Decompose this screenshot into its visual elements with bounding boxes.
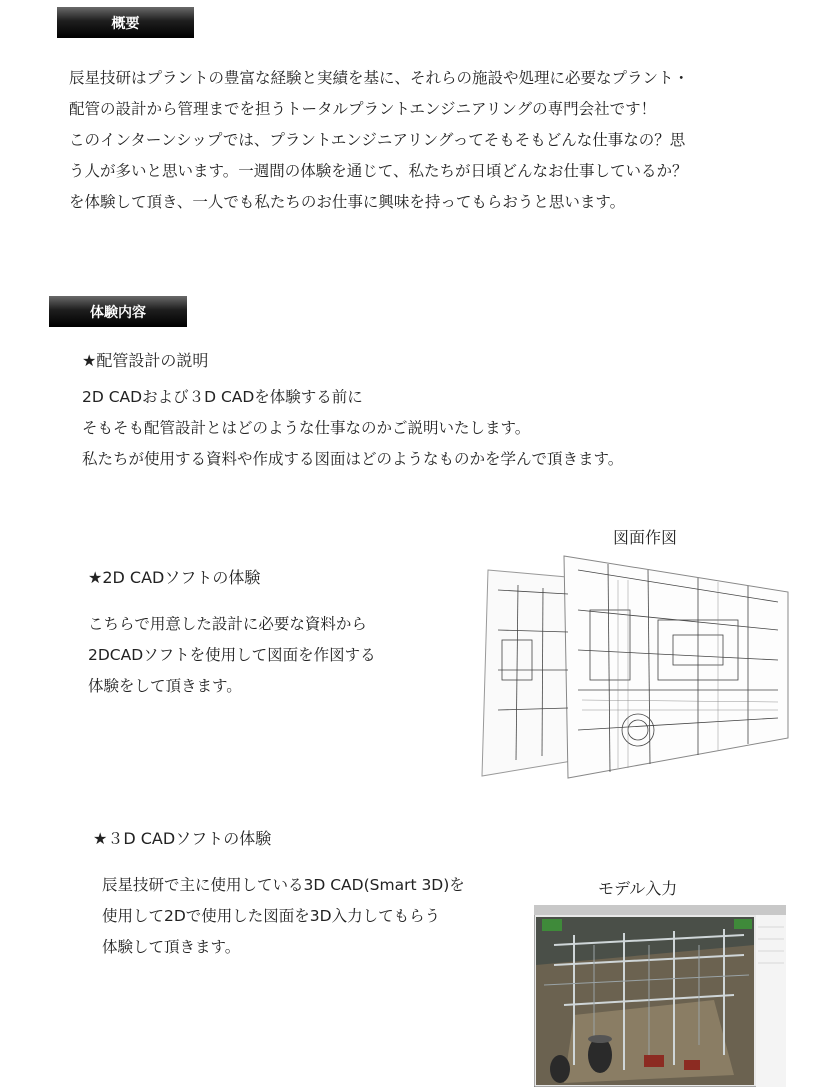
section-line: 辰星技研で主に使用している3D CAD(Smart 3D)を bbox=[102, 876, 465, 894]
section-line: 私たちが使用する資料や作成する図面はどのようなものかを学んで頂きます。 bbox=[82, 450, 624, 468]
section-line: こちらで用意した設計に必要な資料から bbox=[88, 615, 367, 633]
overview-heading: 概要 bbox=[57, 7, 194, 38]
section-line: 2D CADおよび３D CADを体験する前に bbox=[82, 388, 363, 406]
overview-line: う人が多いと思います。一週間の体験を通じて、私たちが日頃どんなお仕事しているか？ bbox=[69, 162, 688, 180]
section-text-2dcad bbox=[88, 609, 376, 702]
overview-line: このインターンシップでは、プラントエンジニアリングってそもそもどんな仕事なの？思 bbox=[69, 131, 686, 149]
section-title-piping: ★配管設計の説明 bbox=[82, 351, 209, 370]
section-line: 2DCADソフトを使用して図面を作図する bbox=[88, 646, 376, 664]
section-title-2dcad: ★2D CADソフトの体験 bbox=[88, 568, 261, 587]
drawing-caption: 図面作図 bbox=[613, 528, 678, 547]
overview-text bbox=[69, 63, 689, 218]
section-line: そもそも配管設計とはどのような仕事なのかご説明いたします。 bbox=[82, 419, 531, 437]
overview-line: を体験して頂き、一人でも私たちのお仕事に興味を持ってもらおうと思います。 bbox=[69, 193, 626, 211]
section-title-3dcad: ★３D CADソフトの体験 bbox=[93, 829, 272, 848]
model-caption: モデル入力 bbox=[598, 879, 678, 898]
section-line: 体験をして頂きます。 bbox=[88, 677, 242, 695]
section-line: 体験して頂きます。 bbox=[102, 938, 241, 956]
content-heading: 体験内容 bbox=[49, 296, 187, 327]
section-text-piping bbox=[82, 382, 623, 475]
cad-3d-model-image bbox=[534, 905, 786, 1087]
cad-drawing-image bbox=[478, 550, 790, 782]
section-text-3dcad bbox=[102, 870, 465, 963]
section-line: 使用して2Dで使用した図面を3D入力してもらう bbox=[102, 907, 441, 925]
overview-line: 配管の設計から管理までを担うトータルプラントエンジニアリングの専門会社です！ bbox=[69, 100, 657, 118]
overview-line: 辰星技研はプラントの豊富な経験と実績を基に、それらの施設や処理に必要なプラント・ bbox=[69, 69, 690, 87]
